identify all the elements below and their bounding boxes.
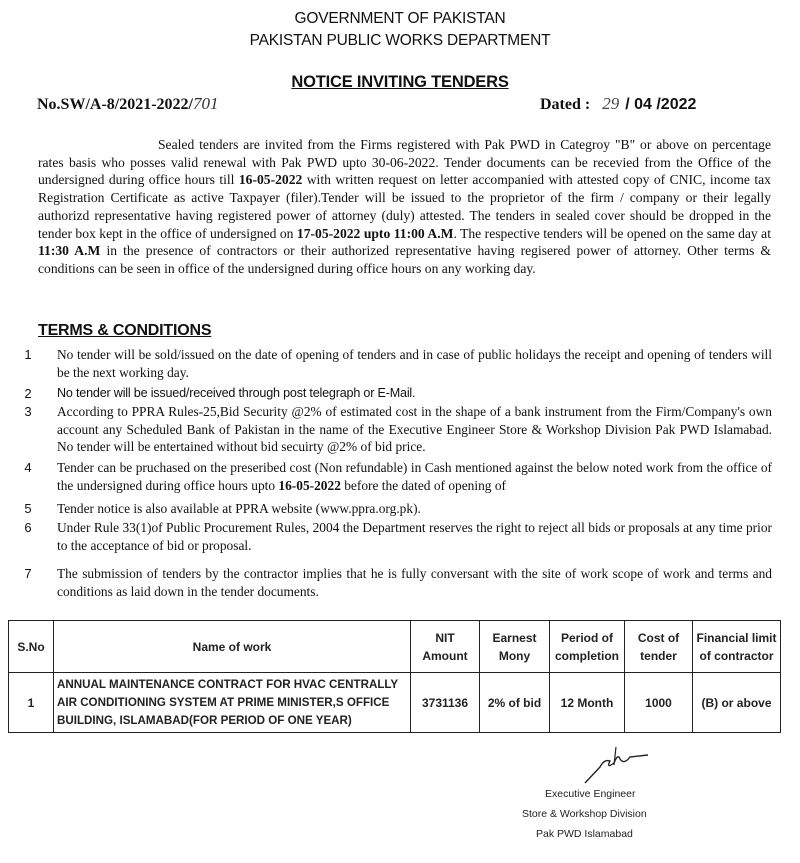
signatory-office: Pak PWD Islamabad bbox=[536, 828, 633, 840]
term-text: No tender will be sold/issued on the date of opening of tenders and in case of public holidays the receipt and opening of tenders will be the next working day. bbox=[57, 347, 772, 380]
notice-date bbox=[540, 94, 696, 114]
intro-text: Sealed tenders are invited from the Firms registered with Pak PWD in Categroy "B" or above on percentage rates basis who posses valid renewal with Pak PWD upto 30-06-2022. Tender documents can be recevied from the Office of the undersigned during office hours till bbox=[38, 137, 771, 188]
tender-table bbox=[8, 620, 781, 733]
terms-title: TERMS & CONDITIONS bbox=[38, 322, 212, 339]
intro-paragraph bbox=[38, 136, 771, 278]
column-header-nit-amount: NIT Amount bbox=[411, 621, 480, 673]
reference-prefix: No.SW/A-8/2021-2022/ bbox=[37, 96, 193, 113]
term-text: No tender will be issued/received through post telegraph or E-Mail. bbox=[57, 386, 416, 400]
column-header-period-of-completion: Period of completion bbox=[550, 621, 625, 673]
intro-opening-time: 11:30 A.M bbox=[38, 243, 101, 259]
notice-title: NOTICE INVITING TENDERS bbox=[291, 73, 509, 91]
dated-label: Dated : bbox=[540, 96, 591, 113]
column-header-sno: S.No bbox=[9, 621, 54, 673]
column-header-name-of-work: Name of work bbox=[54, 621, 411, 673]
term-number: 5 bbox=[24, 501, 32, 516]
table-header-row bbox=[9, 621, 781, 673]
reference-handwritten-number: 701 bbox=[193, 94, 219, 113]
dated-month-year: / 04 /2022 bbox=[625, 96, 697, 113]
header-government: GOVERNMENT OF PAKISTAN bbox=[294, 10, 506, 27]
term-text-part: before the dated of opening of bbox=[340, 477, 506, 493]
intro-text: with written request on letter accompanied with attested copy of CNIC, income tax Registration Certificate as active Taxpayer (filer).Tender will be issued to the proprietor of the firm / company or their legally authorizd representative having registered power of attorney (duly) attested. The tenders in sealed cover should be dropped in the tender box kept in the office of undersigned on bbox=[38, 172, 771, 241]
term-text-part: Tender can be pruchased on the preseribed cost (Non refundable) in Cash mentioned against the below noted work from the office of the undersigned during office hours upto bbox=[57, 460, 772, 493]
term-text: Under Rule 33(1)of Public Procurement Rules, 2004 the Department reserves the right to reject all bids or proposals at any time prior to the acceptance of bid or proposal. bbox=[57, 520, 772, 553]
cell-earnest-money: 2% of bid bbox=[480, 673, 550, 733]
intro-submission-deadline: 17-05-2022 upto 11:00 A.M bbox=[296, 225, 454, 241]
term-text: According to PPRA Rules-25,Bid Security @2% of estimated cost in the shape of a bank instrument from the Firm/Company's own account any Scheduled Bank of Pakistan in the name of the Executive Engineer Store & Workshop Division Pak PWD Islamabad. No tender will be entertained without bid secuirty @2% of bid price. bbox=[57, 404, 772, 454]
term-number: 7 bbox=[24, 566, 32, 581]
table-row bbox=[9, 673, 781, 733]
term-text: Tender notice is also available at PPRA website (www.ppra.org.pk). bbox=[57, 501, 421, 516]
term-number: 6 bbox=[24, 520, 32, 535]
header-department: PAKISTAN PUBLIC WORKS DEPARTMENT bbox=[249, 32, 551, 49]
term-number: 2 bbox=[24, 386, 32, 401]
dated-day-handwritten: 29 bbox=[602, 94, 620, 113]
intro-text: in the presence of contractors or their authorized representative having regisered power of attorney. Other terms & conditions can be seen in office of the undersigned during office hours on any working day. bbox=[38, 243, 771, 276]
term-number: 1 bbox=[24, 347, 32, 362]
cell-name-of-work: ANNUAL MAINTENANCE CONTRACT FOR HVAC CENTRALLY AIR CONDITIONING SYSTEM AT PRIME MINISTER,S OFFICE BUILDING, ISLAMABAD(FOR PERIOD OF ONE YEAR) bbox=[54, 673, 411, 733]
term-deadline-date: 16-05-2022 bbox=[278, 477, 341, 493]
signatory-title: Executive Engineer bbox=[545, 788, 636, 800]
column-header-cost-of-tender: Cost of tender bbox=[625, 621, 693, 673]
cell-cost-of-tender: 1000 bbox=[625, 673, 693, 733]
intro-date-documents-deadline: 16-05-2022 bbox=[238, 172, 303, 188]
signature-icon bbox=[580, 745, 650, 785]
signatory-division: Store & Workshop Division bbox=[522, 808, 647, 820]
term-number: 3 bbox=[24, 404, 32, 419]
cell-sno: 1 bbox=[9, 673, 54, 733]
term-number: 4 bbox=[24, 460, 32, 475]
column-header-earnest-money: Earnest Mony bbox=[480, 621, 550, 673]
column-header-financial-limit: Financial limit of contractor bbox=[693, 621, 781, 673]
reference-number bbox=[37, 94, 219, 114]
cell-nit-amount: 3731136 bbox=[411, 673, 480, 733]
cell-period-of-completion: 12 Month bbox=[550, 673, 625, 733]
intro-text: . The respective tenders will be opened on the same day at bbox=[453, 225, 771, 241]
term-text: The submission of tenders by the contractor implies that he is fully conversant with the site of work scope of work and terms and conditions as laid down in the tender documents. bbox=[57, 566, 772, 599]
term-text bbox=[57, 459, 772, 494]
cell-financial-limit: (B) or above bbox=[693, 673, 781, 733]
